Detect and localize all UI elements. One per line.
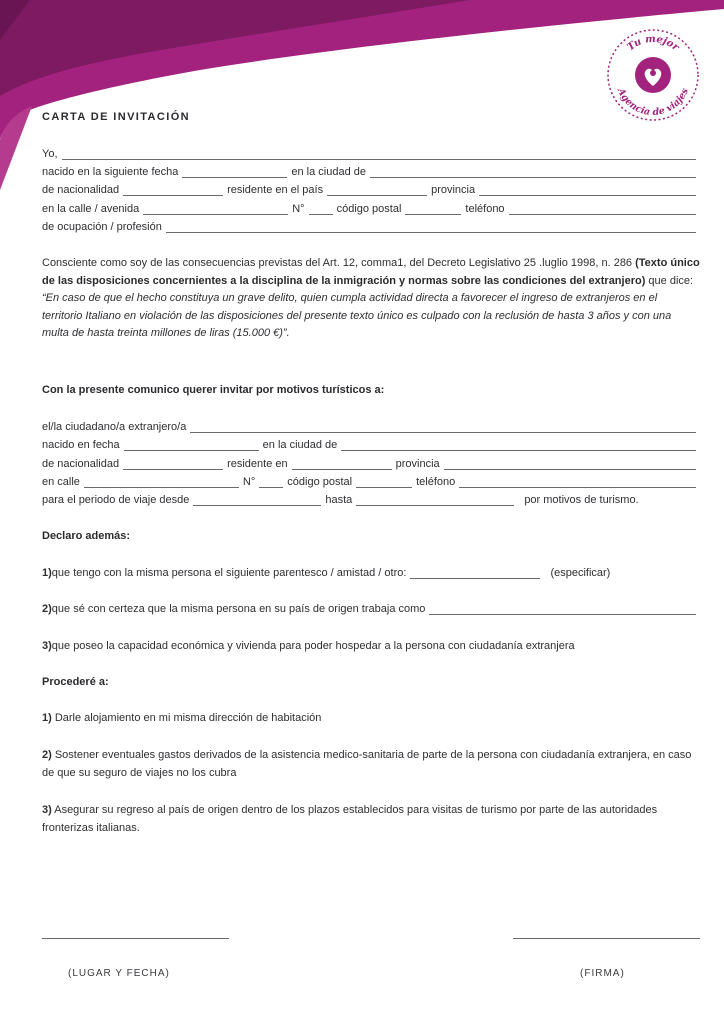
declaro-num-1: 1) bbox=[42, 567, 52, 579]
procedere-text-2: Sostener eventuales gastos derivados de la asistencia medico-sanitaria de parte de la persona con ciudadanía extranjera, en caso de que su seguro de viajes no los cubra bbox=[42, 749, 692, 779]
field-host-country[interactable] bbox=[327, 185, 427, 196]
host-line-nationality bbox=[42, 183, 700, 198]
field-guest-phone[interactable] bbox=[459, 477, 696, 488]
label-signature: (FIRMA) bbox=[580, 968, 625, 979]
procedere-num-1: 1) bbox=[42, 712, 52, 724]
field-period-to[interactable] bbox=[356, 495, 514, 506]
field-host-birth-city[interactable] bbox=[370, 167, 696, 178]
label-guest-postal-code: código postal bbox=[287, 476, 353, 488]
declaro-text-1: que tengo con la misma persona el siguiente parentesco / amistad / otro: bbox=[51, 567, 407, 579]
field-guest-job[interactable] bbox=[429, 604, 696, 615]
label-guest-birth-date: nacido en fecha bbox=[42, 439, 120, 451]
field-guest-province[interactable] bbox=[444, 459, 696, 470]
host-line-occupation bbox=[42, 220, 700, 235]
procedere-text-3: Asegurar su regreso al país de origen dentro de los plazos establecidos para visitas de turismo por parte de las autoridades fronterizas italianas. bbox=[42, 804, 658, 834]
procedere-item-2 bbox=[42, 747, 700, 782]
label-street: en la calle / avenida bbox=[42, 203, 140, 215]
procedere-text-1: Darle alojamiento en mi misma dirección de habitación bbox=[51, 712, 322, 724]
label-nationality: de nacionalidad bbox=[42, 184, 120, 196]
legal-intro: Consciente como soy de las consecuencias previstas del Art. 12, comma1, del Decreto Legislativo 25 .luglio 1998, n. 286 bbox=[42, 257, 636, 269]
field-guest-number[interactable] bbox=[259, 477, 283, 488]
field-guest-birth-city[interactable] bbox=[341, 440, 696, 451]
label-tourism-reasons: por motivos de turismo. bbox=[524, 494, 639, 506]
legal-quote: “En caso de que el hecho constituya un grave delito, quien cumpla actividad directa a favorecer el ingreso de extranjeros en el territorio Italiano en violación de las disposiciones del presente texto único es culpado con la reclusión de hasta 3 años y con una multa de hasta treinta millones de liras (15.000 €)”. bbox=[42, 292, 672, 339]
procedere-item-3 bbox=[42, 802, 700, 837]
declaro-item-1 bbox=[42, 566, 700, 581]
field-host-occupation[interactable] bbox=[166, 222, 696, 233]
document-title: CARTA DE INVITACIÓN bbox=[42, 111, 191, 123]
procedere-num-3: 3) bbox=[42, 804, 52, 816]
host-line-birth bbox=[42, 165, 700, 180]
label-guest-phone: teléfono bbox=[416, 476, 456, 488]
label-guest-street: en calle bbox=[42, 476, 80, 488]
label-birth-city: en la ciudad de bbox=[291, 166, 367, 178]
label-period-to: hasta bbox=[325, 494, 353, 506]
field-host-nationality[interactable] bbox=[123, 185, 223, 196]
field-guest-name[interactable] bbox=[190, 422, 696, 433]
legal-dice: que dice: bbox=[645, 274, 694, 287]
host-line-name bbox=[42, 147, 700, 162]
declaro-item-2 bbox=[42, 602, 700, 617]
field-place-date[interactable] bbox=[42, 938, 229, 939]
field-guest-postal-code[interactable] bbox=[356, 477, 412, 488]
label-guest-citizen: el/la ciudadano/a extranjero/a bbox=[42, 421, 187, 433]
procedere-item-1 bbox=[42, 710, 700, 728]
guest-line-birth bbox=[42, 438, 700, 453]
host-line-address bbox=[42, 202, 700, 217]
procedere-heading: Procederé a: bbox=[42, 676, 109, 688]
field-guest-birth-date[interactable] bbox=[124, 440, 259, 451]
field-host-province[interactable] bbox=[479, 185, 696, 196]
label-number: N° bbox=[292, 203, 305, 215]
field-guest-nationality[interactable] bbox=[123, 459, 223, 470]
svg-text:Tu mejor bbox=[625, 34, 681, 54]
field-host-postal-code[interactable] bbox=[405, 204, 461, 215]
agency-logo bbox=[606, 28, 700, 122]
label-guest-number: N° bbox=[242, 476, 256, 488]
label-place-date: (LUGAR Y FECHA) bbox=[68, 968, 170, 979]
label-phone: teléfono bbox=[465, 203, 505, 215]
field-host-number[interactable] bbox=[309, 204, 333, 215]
declaro-text-2: que sé con certeza que la misma persona en su país de origen trabaja como bbox=[51, 603, 426, 615]
field-host-street[interactable] bbox=[143, 204, 288, 215]
declaro-num-3: 3) bbox=[42, 640, 52, 652]
declaro-text-3: que poseo la capacidad económica y vivienda para poder hospedar a la persona con ciudadanía extranjera bbox=[51, 640, 575, 652]
field-signature[interactable] bbox=[513, 938, 700, 939]
guest-line-nationality bbox=[42, 457, 700, 472]
field-host-name[interactable] bbox=[62, 149, 696, 160]
label-guest-province: provincia bbox=[395, 458, 440, 470]
field-host-birth-date[interactable] bbox=[182, 167, 287, 178]
logo-text-top: Tu mejor bbox=[625, 33, 681, 54]
declaro-num-2: 2) bbox=[42, 603, 52, 615]
label-occupation: de ocupación / profesión bbox=[42, 221, 162, 233]
label-birth-date: nacido en la siguiente fecha bbox=[42, 166, 179, 178]
declaro-heading: Declaro además: bbox=[42, 530, 131, 542]
label-yo: Yo, bbox=[42, 148, 58, 160]
guest-line-address bbox=[42, 475, 700, 490]
label-resident: residente en el país bbox=[227, 184, 324, 196]
label-province: provincia bbox=[431, 184, 476, 196]
invite-heading: Con la presente comunico querer invitar por motivos turísticos a: bbox=[42, 384, 385, 396]
label-guest-city: en la ciudad de bbox=[262, 439, 338, 451]
field-period-from[interactable] bbox=[193, 495, 321, 506]
guest-line-period bbox=[42, 493, 700, 508]
legal-bold: (Texto único de las disposiciones concernientes a la disciplina de la inmigración y normas sobre las condiciones del extranjero) bbox=[42, 257, 700, 287]
label-guest-resident: residente en bbox=[227, 458, 288, 470]
label-guest-nationality: de nacionalidad bbox=[42, 458, 120, 470]
field-relationship[interactable] bbox=[410, 568, 540, 579]
field-guest-street[interactable] bbox=[84, 477, 239, 488]
field-host-phone[interactable] bbox=[509, 204, 696, 215]
label-period-from: para el periodo de viaje desde bbox=[42, 494, 190, 506]
logo-text-bottom: Agencia de viajes bbox=[615, 86, 691, 119]
declaro-suffix-1: (especificar) bbox=[550, 567, 611, 579]
declaro-item-3 bbox=[42, 639, 700, 654]
legal-paragraph bbox=[42, 255, 700, 343]
guest-line-name bbox=[42, 420, 700, 435]
field-guest-residence[interactable] bbox=[292, 459, 392, 470]
procedere-num-2: 2) bbox=[42, 749, 52, 761]
label-postal-code: código postal bbox=[336, 203, 402, 215]
